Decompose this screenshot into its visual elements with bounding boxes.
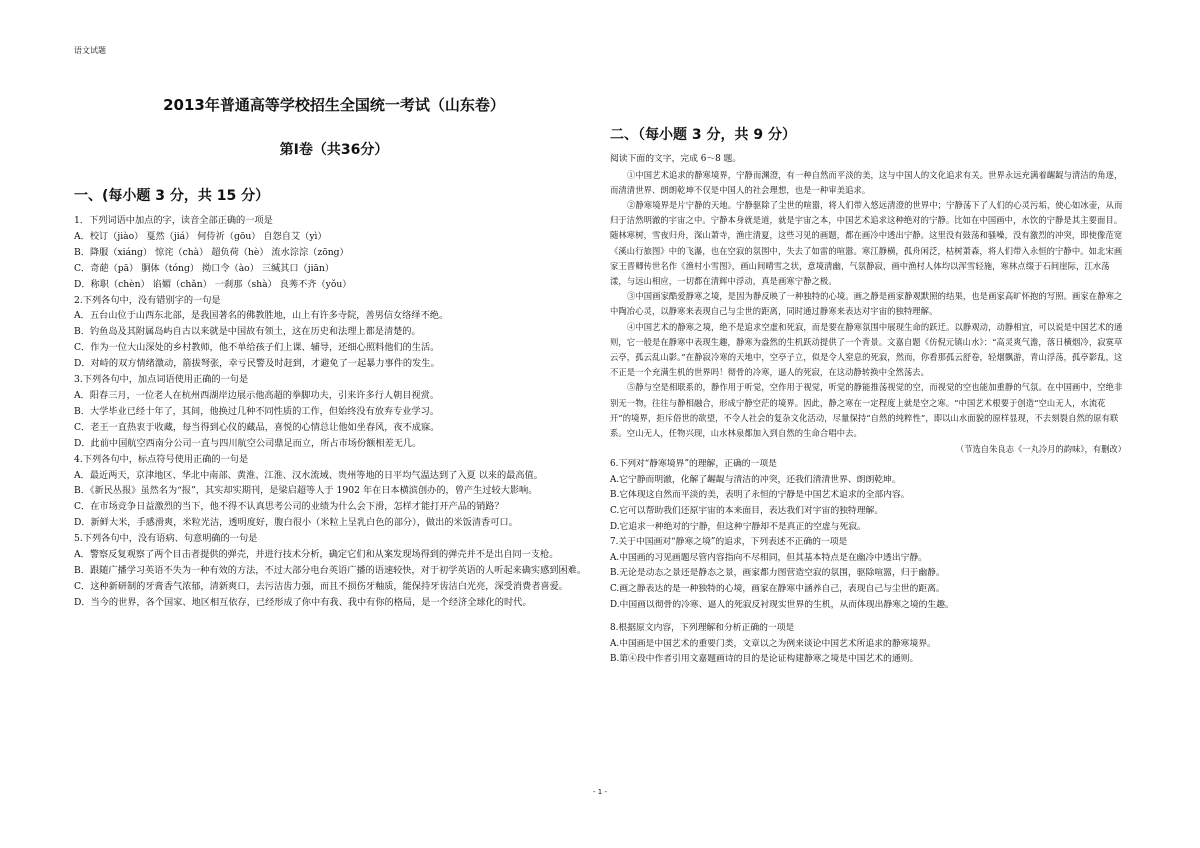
paper-title: 2013年普通高等学校招生全国统一考试（山东卷） bbox=[163, 96, 505, 114]
option-line: D.中国画以彻骨的冷寒、逼人的死寂反衬现实世界的生机，从而体现出静寒之境的生趣。 bbox=[610, 599, 954, 610]
section1-heading: 一、(每小题 3 分，共 15 分） bbox=[74, 188, 270, 204]
option-line: B.无论是动态之景还是静态之景，画家都力图营造空寂的氛围，驱除喧嚣，归于幽静。 bbox=[610, 568, 945, 579]
passage-paragraph: ⑤静与空是相联系的，静作用于听觉，空作用于视觉，听觉的静能推荡视觉的空，而视觉的空也能加重静的气氛。在中国画中，空绝非别无一物，往往与静相融合，形成宁静空茫的境界。因此，静之寒在一定程度上就是空之寒。“中国艺术根要于创造“空山无人，水流花开”的境界，拒斥俗世的欲望，不令人社会的复杂文化活动，尽量保持“自然的纯粹性”，即以山水面貌的原样显现，不去刻裂自然的原有联系。空山无人，任物兴现，山水林泉都加入到自然的生命合唱中去。 bbox=[610, 382, 1123, 439]
option-line: D．对峙的双方情绪激动，箭拔弩张，幸亏民警及时赶到，才避免了一起暴力事件的发生。 bbox=[74, 358, 440, 370]
reading-intro: 阅读下面的文字，完成 6～8 题。 bbox=[610, 154, 742, 164]
section2-questions bbox=[610, 457, 1126, 668]
option-line: C.画之静表达的是一种独特的心境，画家在静寒中涵养自己，表现自己与尘世的距离。 bbox=[610, 584, 945, 594]
right-column bbox=[610, 124, 1126, 668]
option-line: C．奇葩（pā） 胴体（tóng） 拗口令（ào） 三缄其口（jiān） bbox=[74, 262, 335, 274]
passage-paragraph: ③中国画家酷爱静寒之境，是因为静反映了一种独特的心境。画之静是画家静观默照的结果，也是画家高旷怀抱的写照。画家在静寒之中陶冶心灵，以静寒来表现自己与尘世的距离，同时通过静寒来表达对宇宙的独特理解。 bbox=[610, 291, 1123, 317]
page-number: - 1 - bbox=[593, 788, 607, 796]
option-line: B.第④段中作者引用文嘉题画诗的目的是论证构建静寒之境是中国艺术的通则。 bbox=[610, 654, 919, 665]
option-line: A.中国画是中国艺术的重要门类，文章以之为例来谈论中国艺术所追求的静寒境界。 bbox=[610, 638, 936, 649]
option-line: B．《新民丛报》虽然名为“报”，其实却实期刊，是梁启超等人于 1902 年在日本横滨创办的，曾产生过较大影响。 bbox=[74, 485, 538, 497]
option-line: C．这种新研制的牙膏香气浓郁，清新爽口，去污洁齿力强，而且不损伤牙釉质，能保持牙齿洁白光亮，深受消费者喜爱。 bbox=[74, 580, 568, 592]
question-line: 3.下列各句中，加点词语使用正确的一句是 bbox=[74, 374, 249, 386]
option-line: C．在市场竞争日益激烈的当下，他不得不认真思考公司的业绩为什么会下滑，怎样才能打开产品的销路？ bbox=[74, 501, 504, 513]
option-line: B．跟随广播学习英语不失为一种有效的方法，不过大部分电台英语广播的语速较快，对于初学英语的人听起来确实感到困难。 bbox=[74, 564, 587, 576]
question-line: 8.根据原文内容，下列理解和分析正确的一项是 bbox=[610, 623, 795, 634]
option-line: D．此前中国航空西南分公司一直与四川航空公司鼎足而立，所占市场份额相差无几。 bbox=[74, 437, 422, 449]
reading-passage bbox=[610, 168, 1126, 442]
option-line: A．校订（jiào） 戛然（jiá） 何侍祈（gōu） 自怨自艾（yì） bbox=[74, 230, 327, 242]
question-line: 7.关于中国画对“静寒之境”的追求，下列表述不正确的一项是 bbox=[610, 537, 848, 548]
passage-paragraph: ①中国艺术追求的静寒境界，宁静而渊澄，有一种自然而平淡的美，这与中国人的文化追求有关。世界永远充满着龌龊与清洁的角逐，而清清世界、朗朗乾坤不仅是中国人的社会理想，也是一种审美追求。 bbox=[610, 169, 1123, 195]
option-line: C．作为一位大山深处的乡村教师，他不单给孩子们上课、辅导，还细心照料他们的生活。 bbox=[74, 342, 440, 354]
part-title: 第Ⅰ卷（共36分） bbox=[279, 142, 389, 158]
option-line: B．钓鱼岛及其附属岛屿自古以来就是中国故有领土，这在历史和法理上都是清楚的。 bbox=[74, 326, 421, 338]
option-line: D．新鲜大米，手感滑爽，米粒光洁，透明度好，腹白很小（米粒上呈乳白色的部分），做出的米饭清香可口。 bbox=[74, 517, 518, 529]
question-line: 1．下列词语中加点的字，读音全部正确的一项是 bbox=[74, 215, 273, 226]
option-line: C.它可以帮助我们还原宇宙的本来面目，表达我们对宇宙的独特理解。 bbox=[610, 506, 884, 517]
question-line: 4.下列各句中，标点符号使用正确的一句是 bbox=[74, 453, 249, 465]
passage-paragraph: ②静寒境界是片宁静的天地。宁静驱除了尘世的喧嚣，将人们带入悠远清澄的世界中；宁静荡下了人们的心灵污垢，使心如冰壶，从而归于洁然明澈的宇宙之中。宁静本身就是道，就是宇宙之本，中国艺术追求这种绝对的宁静。比如在中国画中，水饮的宁静是其主要面目。随林寒树，雪夜归舟，深山萧寺，渔庄清夏，这些习见的画题，都在画冷中透出宁静。这里没有鼓荡和骚噪，没有激烈的冲突，即使像范宽《溪山行旅图》中的飞瀑，也在空寂的氛围中，失去了如雷的喧嚣。寒江静横，孤舟闲泛，枯树萧森，将人们带入永恒的宁静中。如北宋画家王晋卿传世名作《渔村小雪图》，画山间晴雪之状，意境清幽，气氛静寂，画中渔村人体均以浑雪轻施，寒林点缀于石间崖际，江水荡漾，与远山相应，一切都在清辉中浮动，真是画寒宁静之极。 bbox=[610, 200, 1123, 287]
option-line: D．当今的世界，各个国家、地区相互依存，已经形成了你中有我、我中有你的格局，是一个经济全球化的时代。 bbox=[74, 596, 532, 608]
option-line: A．警察反复观察了两个目击者提供的弹壳，并进行技术分析，确定它们和从案发现场得到的弹壳并不是出自同一支枪。 bbox=[74, 549, 559, 561]
section1-questions bbox=[74, 213, 594, 611]
question-line: 2.下列各句中，没有错别字的一句是 bbox=[74, 294, 221, 306]
spacer bbox=[610, 613, 1126, 621]
question-line: 6.下列对“静寒境界”的理解，正确的一项是 bbox=[610, 459, 777, 470]
header-tag: 语文试题 bbox=[74, 46, 106, 55]
option-line: A.它宁静而明澈，化解了龌龊与清洁的冲突，还我们清清世界、朗朗乾坤。 bbox=[610, 474, 901, 485]
option-line: B．降服（xiáng） 惊诧（chà） 超负荷（hè） 流水淙淙（zōng） bbox=[74, 246, 349, 258]
option-line: A．五台山位于山西东北部，是我国著名的佛教胜地，山上有许多寺院，善男信女络绎不绝。 bbox=[74, 310, 449, 322]
option-line: A．最近两天，京津地区、华北中南部、黄淮、江淮、汉水流域、贵州等地的日平均气温达到了入夏 以来的最高值。 bbox=[74, 469, 543, 481]
option-line: C．老王一直热衷于收藏，每当得到心仪的藏品，喜悦的心情总让他如坐春风，夜不成寐。 bbox=[74, 421, 440, 433]
left-column bbox=[74, 94, 594, 611]
option-line: A.中国画的习见画题尽管内容指向不尽相同，但其基本特点是在幽冷中透出宁静。 bbox=[610, 552, 928, 563]
passage-paragraph: ④中国艺术的静寒之境，绝不是追求空虚和死寂，而是要在静寒氛围中展现生命的跃迁。以静观动，动静相宜，可以说是中国艺术的通则，它一般是在静寒中表现生趣，静寒为盎然的生机跃动提供了一个背景。文嘉自题《仿倪元镇山水》：“高灵爽气澹，落日横烟冷，寂寞草云亭，孤云乱山影。”在静寂冷寒的天地中，空亭子立，似是令人窒息的死寂，然而，你看那孤云舒卷，轻烟飘游，青山浮荡，孤亭影乱，这不正是一个充满生机的世界吗！彻骨的冷寒，逼人的死寂，在这动静转换中全然荡去。 bbox=[610, 321, 1123, 378]
option-line: D．称职（chèn） 谄媚（chǎn） 一刹那（shà） 良莠不齐（yǒu） bbox=[74, 278, 352, 290]
option-line: B．大学毕业已经十年了，其间，他换过几种不同性质的工作，但始终没有放弃专业学习。 bbox=[74, 405, 440, 417]
option-line: B.它体现这自然而平淡的美，表明了永恒的宁静是中国艺术追求的全部内容。 bbox=[610, 490, 910, 501]
question-line: 5.下列各句中，没有语病、句意明确的一句是 bbox=[74, 533, 258, 545]
passage-source: （节选自朱良志《一丸冷月的韵味》，有删改） bbox=[955, 444, 1126, 455]
section2-heading: 二、（每小题 3 分，共 9 分） bbox=[610, 127, 796, 143]
option-line: D.它追求一种绝对的宁静，但这种宁静却不是真正的空虚与死寂。 bbox=[610, 521, 866, 532]
option-line: A．阳春三月，一位老人在杭州西湖岸边展示他高超的拳脚功夫，引来许多行人朝目视赏。 bbox=[74, 389, 439, 401]
